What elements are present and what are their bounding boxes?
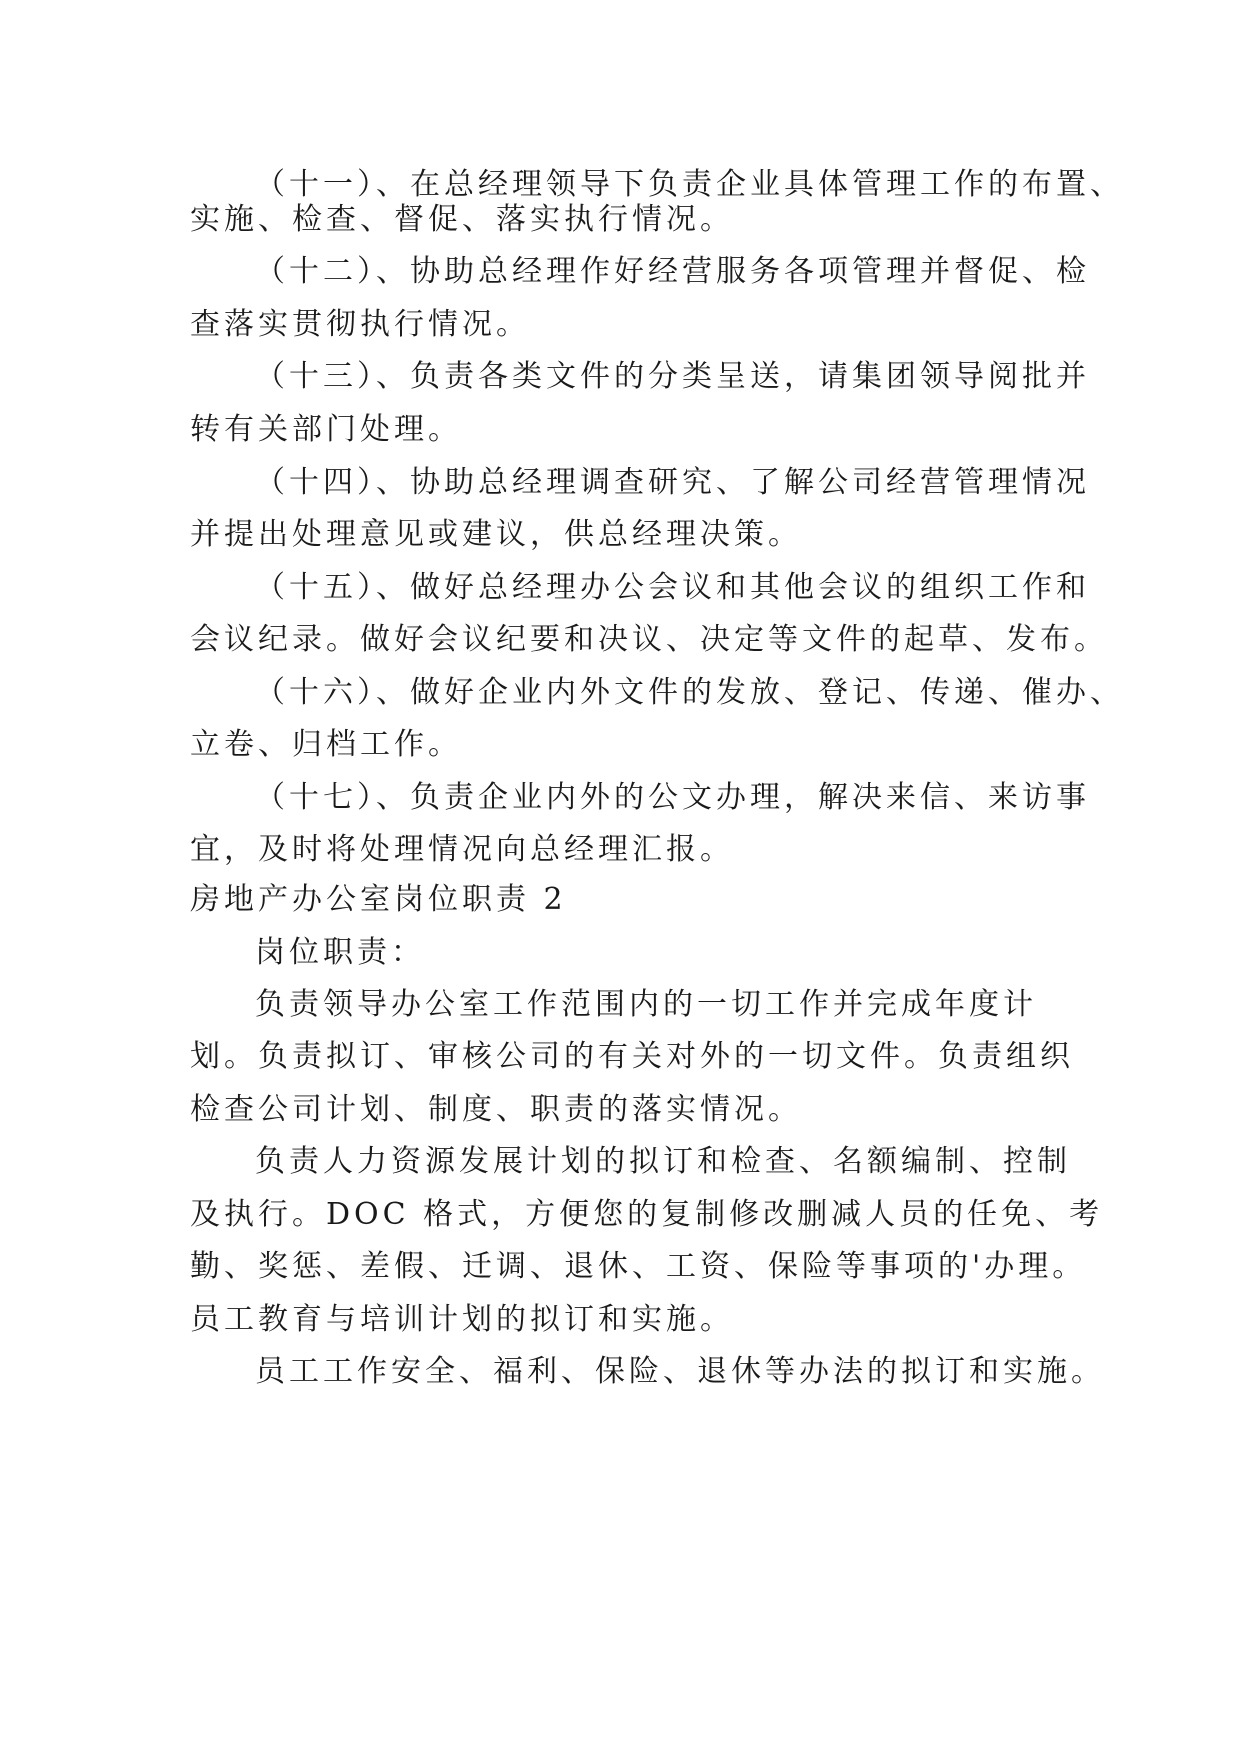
paragraph-line: 实施、检查、督促、落实执行情况。 (190, 202, 734, 237)
paragraph-line: （十四）、协助总经理调查研究、了解公司经营管理情况 (255, 465, 1090, 500)
paragraph-line: （十二）、协助总经理作好经营服务各项管理并督促、检 (255, 254, 1090, 289)
paragraph-line: （十七）、负责企业内外的公文办理，解决来信、来访事 (255, 780, 1090, 815)
section-heading: 房地产办公室岗位职责 2 (190, 882, 567, 917)
paragraph-line: 负责领导办公室工作范围内的一切工作并完成年度计 (255, 987, 1037, 1022)
paragraph-line: 勤、奖惩、差假、迁调、退休、工资、保险等事项的'办理。 (190, 1249, 1087, 1284)
paragraph-line: 检查公司计划、制度、职责的落实情况。 (190, 1092, 802, 1127)
paragraph-line: 负责人力资源发展计划的拟订和检查、名额编制、控制 (255, 1144, 1071, 1179)
paragraph-line: （十五）、做好总经理办公会议和其他会议的组织工作和 (255, 570, 1090, 605)
paragraph-line: 宜，及时将处理情况向总经理汇报。 (190, 832, 734, 867)
paragraph-line: 并提出处理意见或建议，供总经理决策。 (190, 517, 802, 552)
paragraph-line: （十三）、负责各类文件的分类呈送，请集团领导阅批并 (255, 359, 1090, 394)
paragraph-line: 立卷、归档工作。 (190, 727, 462, 762)
paragraph-line: 岗位职责： (255, 935, 425, 970)
paragraph-line: 查落实贯彻执行情况。 (190, 307, 530, 342)
paragraph-line: 转有关部门处理。 (190, 412, 462, 447)
paragraph-line: 会议纪录。做好会议纪要和决议、决定等文件的起草、发布。 (190, 622, 1108, 657)
paragraph-line: （十一）、在总经理领导下负责企业具体管理工作的布置、 (255, 167, 1124, 202)
paragraph-line: （十六）、做好企业内外文件的发放、登记、传递、催办、 (255, 675, 1124, 710)
paragraph-line: 及执行。DOC 格式，方便您的复制修改删减人员的任免、考 (190, 1197, 1104, 1232)
paragraph-line: 划。负责拟订、审核公司的有关对外的一切文件。负责组织 (190, 1039, 1074, 1074)
paragraph-line: 员工教育与培训计划的拟订和实施。 (190, 1302, 734, 1337)
paragraph-line: 员工工作安全、福利、保险、退休等办法的拟订和实施。 (255, 1354, 1105, 1389)
